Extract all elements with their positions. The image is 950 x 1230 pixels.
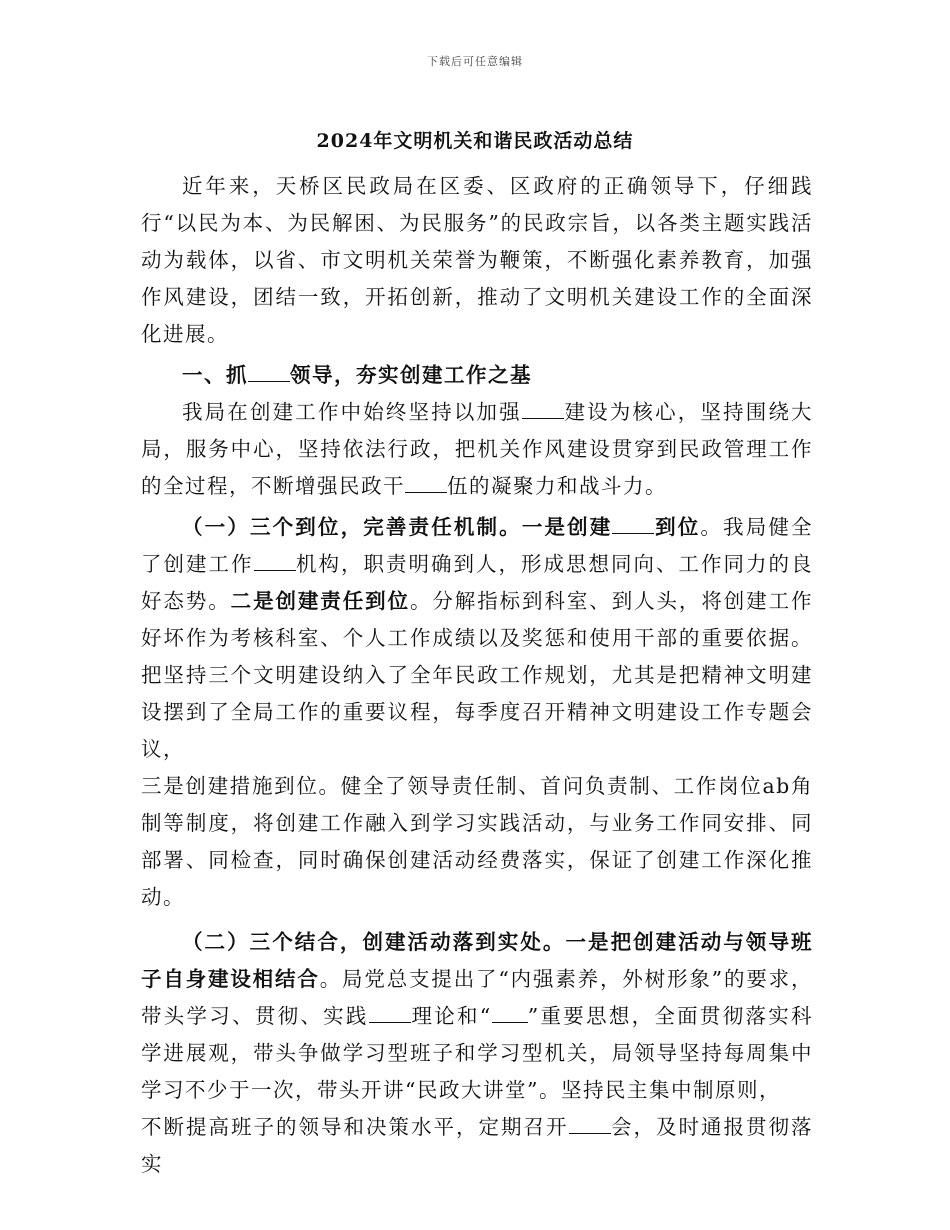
sub2-lead: （二）三个结合，创建活动落到实处。	[182, 930, 566, 954]
blank-underline	[405, 472, 447, 494]
section1-text-a: 我局在创建工作中始终坚持以加强	[182, 400, 522, 424]
blank-underline	[492, 1002, 528, 1024]
section1-text-b: 建设为核心，坚持围绕大局，服务中心，坚持依法行政，把机关作风建设贯穿到民政管理工作的全过程，不断增强民政干	[141, 400, 814, 498]
section1-text-c: 伍的凝聚力和战斗力。	[447, 474, 667, 498]
section1-heading	[141, 357, 813, 394]
blank-underline	[569, 1113, 611, 1135]
section1-paragraph	[141, 394, 813, 505]
document-title: 2024年文明机关和谐民政活动总结	[316, 130, 634, 152]
sub2-point1: 一是把创建活动与领导班子自身建设相结合	[141, 930, 814, 991]
blank-underline	[248, 361, 290, 383]
sub1-point1-b: 到位	[654, 515, 701, 539]
sub1-point1-a: 一是创建	[521, 515, 613, 539]
sub1-text1-b: 机构，职责明确到人，形成思想同向、工作同力的良好态势。	[141, 552, 813, 613]
sub2-text2-b: 会，及时通报贯彻落实	[141, 1115, 813, 1176]
sub1-point2: 二是创建责任到位	[230, 589, 410, 613]
sub2-paragraph-continued	[141, 1109, 813, 1183]
sub2-text2-a: 不断提高班子的领导和决策水平，定期召开	[141, 1115, 569, 1139]
intro-paragraph: 近年来，天桥区民政局在区委、区政府的正确领导下，仔细践行“以民为本、为民解困、为民服务”的民政宗旨，以各类主题实践活动为载体，以省、市文明机关荣誉为鞭策，不断强化素养教育，加强作风建设，团结一致，开拓创新，推动了文明机关建设工作的全面深化进展。	[141, 174, 813, 346]
sub1-paragraph	[141, 509, 813, 768]
sub2-text1-b: 理论和“	[410, 1004, 492, 1028]
blank-underline	[254, 550, 296, 572]
sub1-paragraph-continued: 三是创建措施到位。健全了领导责任制、首问负责制、工作岗位ab角制等制度，将创建工作融入到学习实践活动，与业务工作同安排、同部署、同检查，同时确保创建活动经费落实，保证了创建工作深化推动。	[141, 774, 813, 909]
sub2-text1-c: ”重要思想，全面贯彻落实科学进展观，带头争做学习型班子和学习型机关，局领导坚持每周集中学习不少于一次，带头开讲“民政大讲堂”。坚持民主集中制原则，	[141, 1004, 814, 1102]
sub2-text1-a: 。局党总支提出了“内强素养，外树形象”的要求，带头学习、贯彻、实践	[141, 967, 814, 1028]
blank-underline	[369, 1002, 411, 1024]
sub1-text2: 。分解指标到科室、到人头，将创建工作好坏作为考核科室、个人工作成绩以及奖惩和使用干部的重要依据。把坚持三个文明建设纳入了全年民政工作规划，尤其是把精神文明建设摆到了全局工作的重要议程，每季度召开精神文明建设工作专题会议，	[141, 589, 814, 761]
blank-underline	[612, 513, 654, 535]
sub2-paragraph	[141, 924, 813, 1109]
sub1-lead: （一）三个到位，完善责任机制。	[182, 515, 522, 539]
section1-heading-part-a: 一、抓	[182, 363, 248, 387]
document-body	[141, 168, 813, 1183]
section1-heading-part-b: 领导，夯实创建工作之基	[290, 363, 532, 387]
sub1-text1-a: 。我局健全了创建工作	[141, 515, 814, 576]
blank-underline	[522, 398, 564, 420]
header-note: 下载后可任意编辑	[427, 55, 523, 68]
